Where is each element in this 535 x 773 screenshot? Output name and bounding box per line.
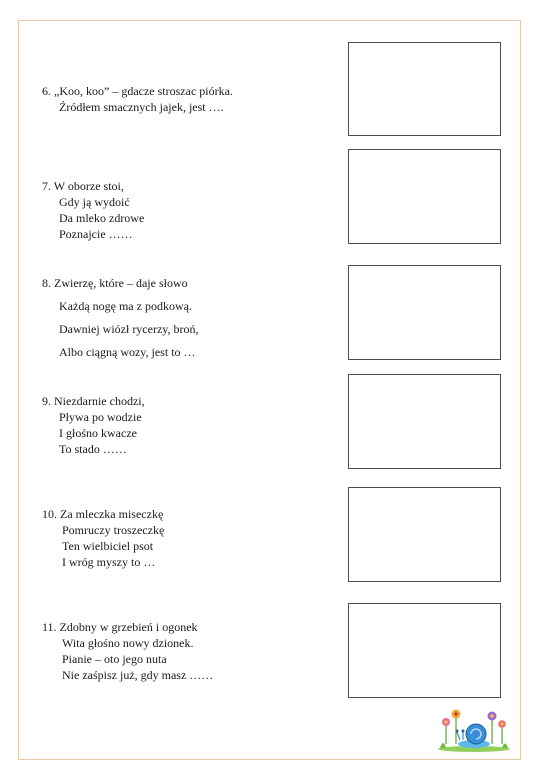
riddle-9-line-2: Pływa po wodzie bbox=[59, 410, 142, 424]
riddle-7-line-2: Gdy ją wydoić bbox=[59, 195, 130, 209]
riddle-11-line-4: Nie zaśpisz już, gdy masz …… bbox=[62, 668, 214, 682]
riddle-8-line-4: Albo ciągną wozy, jest to … bbox=[59, 345, 196, 359]
riddle-10 bbox=[42, 506, 164, 570]
riddle-10-line-3: Ten wielbiciel psot bbox=[62, 539, 154, 553]
answer-box-9[interactable] bbox=[348, 374, 501, 469]
riddle-11 bbox=[42, 619, 213, 683]
riddle-10-line-4: I wróg myszy to … bbox=[62, 555, 156, 569]
riddle-6-line-1: 6. „Koo, koo” – gdacze stroszac piórka. bbox=[42, 84, 233, 98]
riddle-6-line-2: Źródłem smacznych jajek, jest …. bbox=[59, 100, 224, 114]
riddle-8 bbox=[42, 275, 199, 367]
answer-box-10[interactable] bbox=[348, 487, 501, 582]
answer-box-11[interactable] bbox=[348, 603, 501, 698]
riddle-10-line-1: 10. Za mleczka miseczkę bbox=[42, 507, 164, 521]
riddle-10-line-2: Pomruczy troszeczkę bbox=[62, 523, 165, 537]
answer-box-8[interactable] bbox=[348, 265, 501, 360]
riddle-8-line-3: Dawniej wiózł rycerzy, broń, bbox=[59, 322, 199, 336]
riddle-7-line-3: Da mleko zdrowe bbox=[59, 211, 145, 225]
snail-flowers-icon bbox=[434, 704, 512, 752]
riddle-7-line-4: Poznajcie …… bbox=[59, 227, 133, 241]
riddle-9-line-4: To stado …… bbox=[59, 442, 127, 456]
riddle-9-line-3: I głośno kwacze bbox=[59, 426, 137, 440]
answer-box-6[interactable] bbox=[348, 42, 501, 136]
riddle-11-line-2: Wita głośno nowy dzionek. bbox=[62, 636, 194, 650]
riddle-8-line-2: Każdą nogę ma z podkową. bbox=[59, 299, 192, 313]
riddle-9 bbox=[42, 393, 145, 457]
riddle-11-line-3: Pianie – oto jego nuta bbox=[62, 652, 167, 666]
riddle-8-line-1: 8. Zwierzę, które – daje słowo bbox=[42, 276, 188, 290]
riddle-7-line-1: 7. W oborze stoi, bbox=[42, 179, 124, 193]
riddle-9-line-1: 9. Niezdarnie chodzi, bbox=[42, 394, 145, 408]
answer-box-7[interactable] bbox=[348, 149, 501, 244]
riddle-6 bbox=[42, 83, 233, 115]
riddle-7 bbox=[42, 178, 144, 242]
riddle-11-line-1: 11. Zdobny w grzebień i ogonek bbox=[42, 620, 198, 634]
